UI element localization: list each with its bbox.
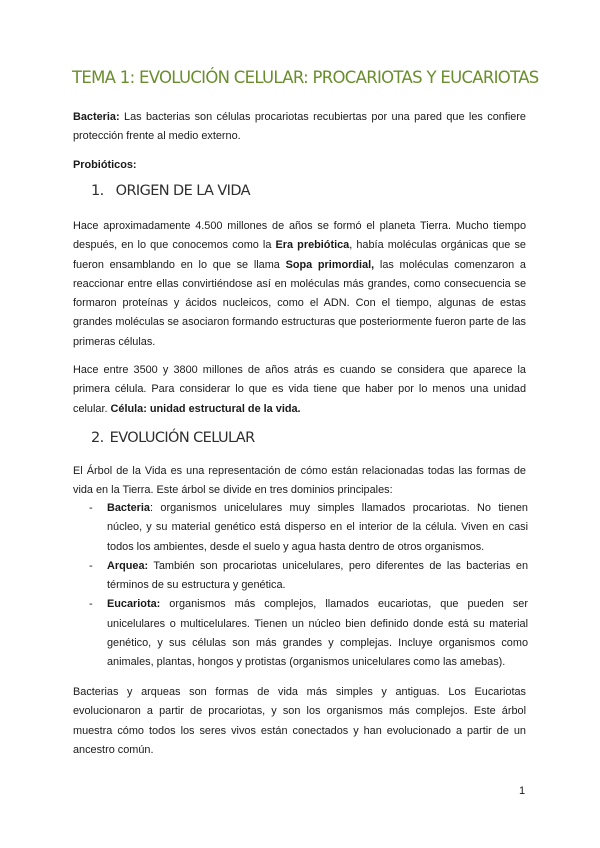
- section1-number: 1.: [91, 183, 104, 199]
- sopa-primordial-term: Sopa primordial,: [285, 258, 375, 271]
- text-run: Hace entre 3500 y 3800 millones de años atrás es cuando se considera que aparece la primera célula. Para considerar lo que es vida tiene que haber por lo menos una unidad celular.: [73, 364, 526, 415]
- list-item-term: Bacteria: [107, 502, 150, 514]
- list-dash: -: [89, 559, 93, 572]
- list-item: [73, 557, 528, 596]
- probioticos-heading: Probióticos:: [73, 159, 137, 171]
- list-item-term: Eucariota:: [107, 598, 161, 611]
- section2-closing: Bacterias y arqueas son formas de vida más simples y antiguas. Los Eucariotas evolucionaron a partir de procariotas, y son los organismos más complejos. Este árbol muestra cómo todos los seres vivos están conectados y han evolucionado a partir de un ancestro común.: [73, 686, 526, 756]
- section2-heading: [91, 430, 255, 446]
- section1-heading: [91, 183, 250, 199]
- page-number: 1: [519, 785, 526, 797]
- bacteria-term: Bacteria:: [73, 111, 120, 123]
- section1-paragraph-1: [73, 217, 526, 352]
- text-run: Hace aproximadamente 4.500 millones de años se formó el planeta Tierra. Mucho tiempo después, en lo que conocemos como la: [73, 220, 526, 252]
- bacteria-definition: [73, 108, 526, 147]
- list-dash: -: [89, 502, 93, 514]
- list-item-term: Arquea:: [107, 559, 149, 572]
- list-item: [73, 595, 528, 672]
- section2-title: EVOLUCIÓN CELULAR: [109, 430, 255, 446]
- celula-definition: Célula: unidad estructural de la vida.: [110, 402, 301, 415]
- bacteria-text: Las bacterias son células procariotas recubiertas por una pared que les confiere protección frente al medio externo.: [73, 111, 526, 143]
- text-run: , había moléculas orgánicas que se fueron ensamblando en lo que se llama: [73, 239, 526, 271]
- text-run: las moléculas comenzaron a reaccionar entre ellas convirtiéndose así en moléculas más grandes, como consecuencia se formaron proteínas y ácidos nucleicos, como el ADN. Con el tiempo, algunas de estas grandes moléculas se asociaron formando estructuras que posteriormente fueron parte de las primeras células.: [73, 258, 526, 348]
- list-item: [73, 499, 528, 557]
- section1-paragraph-2: [73, 361, 526, 419]
- section2-number: 2.: [91, 430, 104, 446]
- domains-list: [73, 499, 528, 673]
- era-prebiotica-term: Era prebiótica: [275, 239, 350, 252]
- document-title: TEMA 1: EVOLUCIÓN CELULAR: PROCARIOTAS Y EUCARIOTAS: [72, 68, 539, 87]
- list-item-text: También son procariotas unicelulares, pero diferentes de las bacterias en términos de su estructura y genética.: [107, 559, 528, 592]
- section1-title: ORIGEN DE LA VIDA: [115, 183, 250, 199]
- list-item-text: : organismos unicelulares muy simples llamados procariotas. No tienen núcleo, y su material genético está disperso en el interior de la célula. Viven en casi todos los ambientes, desde el suelo y agua hasta dentro de otros organismos.: [107, 502, 528, 553]
- list-item-text: organismos más complejos, llamados eucariotas, que pueden ser unicelulares o multicelulares. Tienen un núcleo bien definido donde está su material genético, y sus células son más grandes y complejas. Incluye organismos como animales, plantas, hongos y protistas (organismos unicelulares como las amebas).: [107, 598, 528, 669]
- list-dash: -: [89, 598, 93, 611]
- section2-intro: El Árbol de la Vida es una representación de cómo están relacionadas todas las formas de vida en la Tierra. Este árbol se divide en tres dominios principales:: [73, 465, 526, 497]
